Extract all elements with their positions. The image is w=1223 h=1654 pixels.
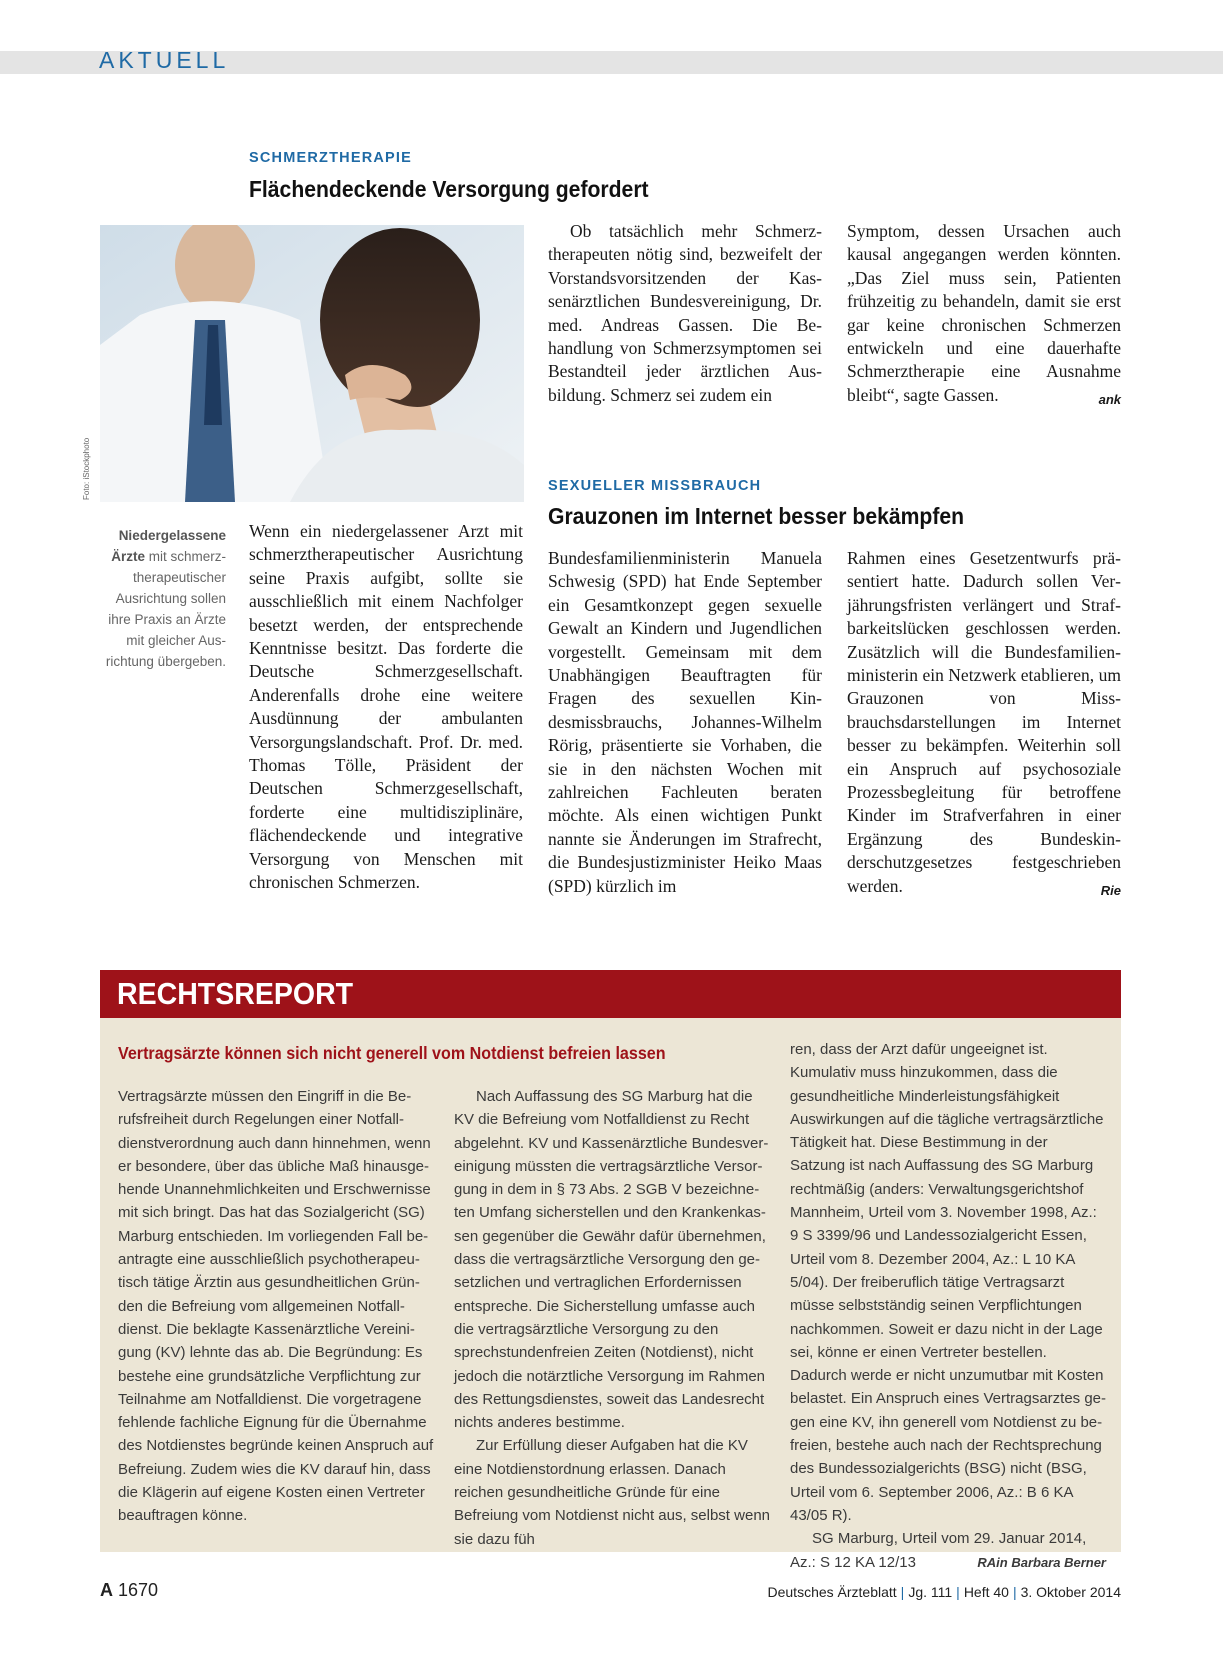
article1-headline: Flächendeckende Versorgung gefordert (249, 176, 649, 202)
rechtsreport-citation: SG Marburg, Urteil vom 29. Januar 2014, Az.: S 12 KA 12/13 (790, 1530, 1087, 1571)
article1-column-2: Ob tatsächlich mehr Schmerztherapeuten nötig sind, bezweifelt der Vorstandsvorsitzenden der Kassenärztlichen Bundesvereinigung, Dr. med. Andreas Gassen. Die Behandlung von Schmerzsymptomen sei Bestandteil jeder ärztlichen Ausbildung. Schmerz sei zudem ein (548, 221, 822, 405)
doctor-patient-photo (100, 225, 524, 502)
footer-journal-info (768, 1584, 1122, 1600)
rechtsreport-column-3 (790, 1038, 1106, 1574)
article1-column-1: Wenn ein niedergelassener Arzt mit schmerztherapeutischer Ausrichtung seine Praxis aufgibt, sollte sie ausschließlich mit einem Nachfolger besetzt werden, der entsprechende Kenntnisse besitzt. Das forderte die Deutsche Schmerzgesellschaft. Anderenfalls drohe eine weitere Ausdünnung der ambulanten Versorgungslandschaft. Prof. Dr. med. Thomas Tölle, Präsident der Deutschen Schmerzgesellschaft, forderte eine multidisziplinäre, flächendeckende und integrative Versorgung von Menschen mit chronischen Schmerzen. (249, 521, 523, 893)
caption-lead: Niedergelassene Ärzte (111, 528, 226, 564)
rechtsreport-column-2-para-2: Zur Erfüllung dieser Aufgaben hat die KV eine Notdienstordnung erlassen. Danach reichen gesundheitliche Gründe für eine Befreiung vom Notdienst nicht aus, selbst wenn sie dazu füh (454, 1437, 771, 1548)
rechtsreport-column-2-para-1: Nach Auffassung des SG Marburg hat die KV die Befreiung vom Notfalldienst zu Recht abgelehnt. KV und Kassenärztliche Bundesvereinigung müssten die vertragsärztliche Versorgung in dem in § 73 Abs. 2 SGB V bezeichneten Umfang sicherstellen und den Krankenkassen gegenüber die Gewähr dafür übernehmen, dass die vertragsärztliche Versorgung den gesetzlichen und vertraglichen Erfordernissen entspreche. Die Sicherstellung umfasse auch die vertragsärztliche Versorgung zu den sprechstundenfreien Zeiten (Notdienst), nicht jedoch die notärztliche Versorgung im Rahmen des Rettungsdienstes, soweit das Landesrecht nichts anderes bestimme. (454, 1088, 769, 1432)
article1-photo (100, 225, 524, 502)
photo-caption (100, 525, 226, 672)
footer-separator: | (956, 1584, 960, 1600)
caption-text: mit schmerztherapeutischer Ausrichtung sollen ihre Praxis an Ärzte mit gleicher Ausrichtung übergeben. (105, 549, 226, 669)
rechtsreport-column-3-para-2 (790, 1527, 1106, 1574)
rechtsreport-column-3-para-1: ren, dass der Arzt dafür ungeeignet ist. Kumulativ muss hinzukommen, dass die gesundheitliche Minderleistungsfähigkeit Auswirkungen auf die tägliche vertragsärztliche Tätigkeit hat. Diese Bestimmung in der Satzung ist nach Auffassung des SG Marburg rechtmäßig (anders: Verwaltungsgerichtshof Mannheim, Urteil vom 3. November 1998, Az.: 9 S 3399/96 und Landessozialgericht Essen, Urteil vom 8. Dezember 2004, Az.: L 10 KA 5/04). Der freiberuflich tätige Vertragsarzt müsse selbstständig seinen Verpflichtungen nachkommen. Soweit er dazu nicht in der Lage sei, könne er einen Vertreter bestellen. Dadurch werde er nicht unzumutbar mit Kosten belastet. Ein Anspruch eines Vertragsarztes gegen eine KV, ihn generell vom Notdienst zu befreien, bestehe auch nach der Rechtsprechung des Bundessozialgerichts (BSG) nicht (BSG, Urteil vom 6. September 2006, Az.: B 6 KA 43/05 R). (790, 1041, 1107, 1524)
article1-kicker: SCHMERZTHERAPIE (249, 150, 413, 166)
footer-journal: Deutsches Ärzteblatt (767, 1584, 897, 1600)
page-prefix: A (100, 1580, 113, 1600)
rechtsreport-headline: Vertragsärzte können sich nicht generell vom Notdienst befreien lassen (118, 1043, 666, 1063)
article1-column-3 (847, 220, 1121, 411)
rechtsreport-column-1: Vertragsärzte müssen den Eingriff in die Berufsfreiheit durch Regelungen einer Notfalldienstverordnung auch dann hinnehmen, wenn er besondere, über das übliche Maß hinausgehende Unannehmlichkeiten und Erschwernisse mit sich bringt. Das hat das Sozialgericht (SG) Marburg entschieden. Im vorliegenden Fall beantragte eine ausschließlich psychotherapeutisch tätige Ärztin aus gesundheitlichen Gründen die Befreiung vom allgemeinen Notfalldienst. Die beklagte Kassenärztliche Vereinigung (KV) lehnte das ab. Die Begründung: Es bestehe eine grundsätzliche Verpflichtung zur Teilnahme am Notfalldienst. Die vorgetragene fehlende fachliche Eignung für die Übernahme des Notdienstes begründe keinen Anspruch auf Befreiung. Zudem wies die KV darauf hin, dass die Klägerin auf eigene Kosten einen Vertreter beauftragen könne. (118, 1088, 434, 1525)
section-label: AKTUELL (99, 47, 230, 73)
rechtsreport-column-2 (454, 1085, 770, 1551)
page-number (100, 1580, 158, 1601)
page-number-value: 1670 (118, 1580, 159, 1600)
footer-volume: Jg. 111 (908, 1584, 953, 1600)
rechtsreport-signature: RAin Barbara Berner (977, 1554, 1106, 1570)
photo-credit: Foto: iStockphoto (82, 437, 91, 500)
article2-kicker: SEXUELLER MISSBRAUCH (548, 478, 762, 494)
footer-issue: Heft 40 (963, 1584, 1009, 1600)
rechtsreport-title: RECHTSREPORT (117, 976, 354, 1011)
footer-date: 3. Oktober 2014 (1020, 1584, 1121, 1600)
article2-headline: Grauzonen im Internet besser bekämpfen (548, 503, 965, 529)
article2-column-2-text: Rahmen eines Gesetzentwurfs präsentiert hatte. Dadurch sollen Verjährungsfristen verlängert und Strafbarkeitslücken geschlossen werden. Zusätzlich will die Bundesfamilienministerin ein Netzwerk etablieren, um Grauzonen von Missbrauchsdarstellungen im Internet besser zu bekämpfen. Weiterhin soll ein Anspruch auf psychosoziale Prozessbegleitung für betroffene Kinder im Strafverfahren in einer Ergänzung des Bundeskinderschutzgesetzes festgeschrieben werden. (847, 548, 1121, 896)
footer-separator: | (900, 1584, 905, 1600)
article1-signature: ank (1098, 391, 1121, 407)
article2-column-2 (847, 547, 1121, 902)
footer-separator: | (1012, 1584, 1017, 1600)
article2-column-1: Bundesfamilienministerin Manuela Schwesig (SPD) hat Ende September ein Gesamtkonzept gegen sexuelle Gewalt an Kindern und Jugendlichen vorgestellt. Gemeinsam mit dem Unabhängigen Beauftragten für Fragen des sexuellen Kindesmissbrauchs, Johannes-Wilhelm Rörig, präsentierte sie Vorhaben, die sie in den nächsten Wochen mit zahlreichen Fachleuten beraten möchte. Als einen wichtigen Punkt nannte sie Änderungen im Strafrecht, die Bundesjustizminister Heiko Maas (SPD) kürzlich im (548, 548, 822, 896)
article1-column-3-text: Symptom, dessen Ursachen auch kausal angegangen werden könnten. „Das Ziel muss sein, Patienten frühzeitig zu behandeln, damit sie erst gar keine chronischen Schmerzen entwickeln und eine dauerhafte Schmerztherapie eine Ausnahme bleibt“, sagte Gassen. (847, 221, 1121, 405)
article2-signature: Rie (1100, 882, 1121, 898)
